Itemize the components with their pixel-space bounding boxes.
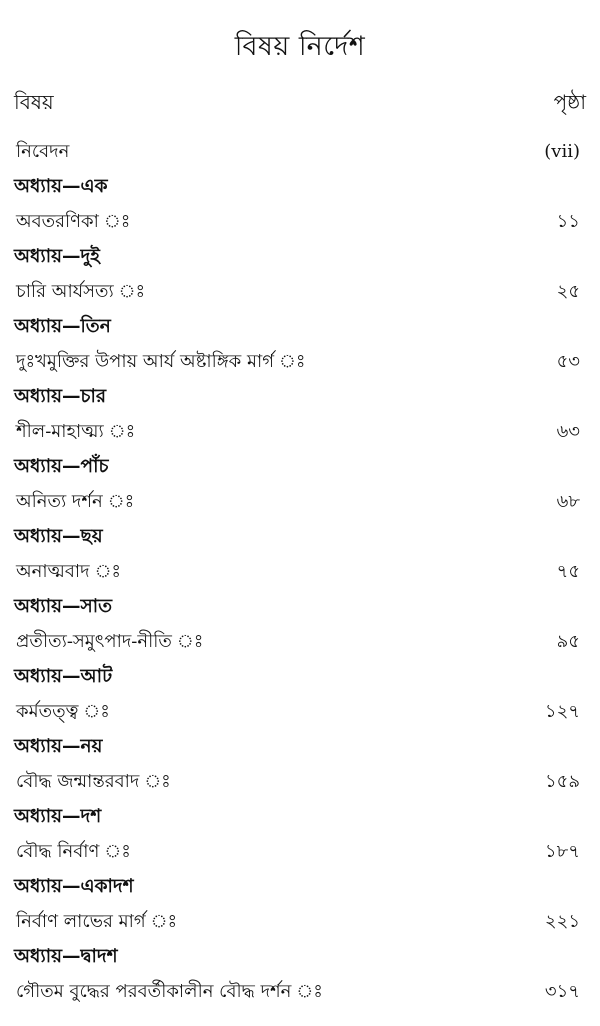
toc-entry: [0, 134, 600, 169]
chapter-label: অধ্যায়—সাত: [14, 596, 112, 617]
entry-label: নিবেদন: [16, 141, 70, 162]
chapter-label: অধ্যায়—চার: [14, 386, 107, 407]
page-number: ৯৫: [556, 631, 580, 652]
toc-entry: [0, 274, 600, 309]
toc-entry: [0, 694, 600, 729]
chapter-label: অধ্যায়—দুই: [14, 246, 100, 267]
page-number: ৫৩: [556, 351, 580, 372]
toc-entry: [0, 834, 600, 869]
toc-entry: [0, 974, 600, 1009]
chapter-label: অধ্যায়—পাঁচ: [14, 456, 109, 477]
entry-label: অবতরণিকা ঃ: [16, 211, 131, 232]
page-number: ২২১: [544, 911, 580, 932]
entry-label: চারি আর্যসত্য ঃ: [16, 281, 146, 302]
chapter-label: অধ্যায়—দ্বাদশ: [14, 946, 118, 967]
entry-label: কর্মতত্ত্ব ঃ: [16, 701, 110, 722]
chapter-heading: [0, 939, 600, 974]
chapter-label: অধ্যায়—দশ: [14, 806, 102, 827]
entry-label: নির্বাণ লাভের মার্গ ঃ: [16, 911, 178, 932]
toc-entry: [0, 904, 600, 939]
page-number: ৬৩: [556, 421, 580, 442]
toc-entry: [0, 484, 600, 519]
page-number: ৭৫: [556, 561, 580, 582]
chapter-label: অধ্যায়—এক: [14, 176, 108, 197]
chapter-label: অধ্যায়—ছয়: [14, 526, 103, 547]
page-number: ১২৭: [544, 701, 580, 722]
chapter-heading: [0, 869, 600, 904]
toc-entry: [0, 344, 600, 379]
toc-entry: [0, 554, 600, 589]
chapter-heading: [0, 169, 600, 204]
page-number: ৬৮: [556, 491, 580, 512]
chapter-label: অধ্যায়—নয়: [14, 736, 103, 757]
chapter-heading: [0, 449, 600, 484]
page-number: (vii): [544, 141, 580, 162]
chapter-heading: [0, 729, 600, 764]
entry-label: অনিত্য দর্শন ঃ: [16, 491, 135, 512]
page-title: বিষয় নির্দেশ: [234, 31, 366, 62]
toc-entry: [0, 624, 600, 659]
page-number: ১৫৯: [544, 771, 580, 792]
page-number: ১১: [556, 211, 580, 232]
page-number: ১৮৭: [544, 841, 580, 862]
chapter-heading: [0, 799, 600, 834]
chapter-heading: [0, 659, 600, 694]
toc-entry: [0, 414, 600, 449]
chapter-heading: [0, 309, 600, 344]
entry-label: দুঃখমুক্তির উপায় আর্য অষ্টাঙ্গিক মার্গ ঃ: [16, 351, 306, 372]
table-of-contents: [0, 134, 600, 1009]
entry-label: বৌদ্ধ জন্মান্তরবাদ ঃ: [16, 771, 171, 792]
entry-label: শীল-মাহাত্ম্য ঃ: [16, 421, 136, 442]
chapter-label: অধ্যায়—একাদশ: [14, 876, 134, 897]
toc-entry: [0, 764, 600, 799]
entry-label: গৌতম বুদ্ধের পরবর্তীকালীন বৌদ্ধ দর্শন ঃ: [16, 981, 323, 1002]
entry-label: অনাত্মবাদ ঃ: [16, 561, 122, 582]
chapter-heading: [0, 379, 600, 414]
page-column-header: পৃষ্ঠা: [553, 90, 586, 114]
page-number: ২৫: [556, 281, 580, 302]
toc-entry: [0, 204, 600, 239]
chapter-heading: [0, 519, 600, 554]
entry-label: বৌদ্ধ নির্বাণ ঃ: [16, 841, 131, 862]
chapter-label: অধ্যায়—তিন: [14, 316, 111, 337]
subject-column-header: বিষয়: [14, 90, 54, 114]
chapter-label: অধ্যায়—আট: [14, 666, 113, 687]
chapter-heading: [0, 239, 600, 274]
page-number: ৩১৭: [544, 981, 580, 1002]
chapter-heading: [0, 589, 600, 624]
entry-label: প্রতীত্য-সমুৎপাদ-নীতি ঃ: [16, 631, 204, 652]
